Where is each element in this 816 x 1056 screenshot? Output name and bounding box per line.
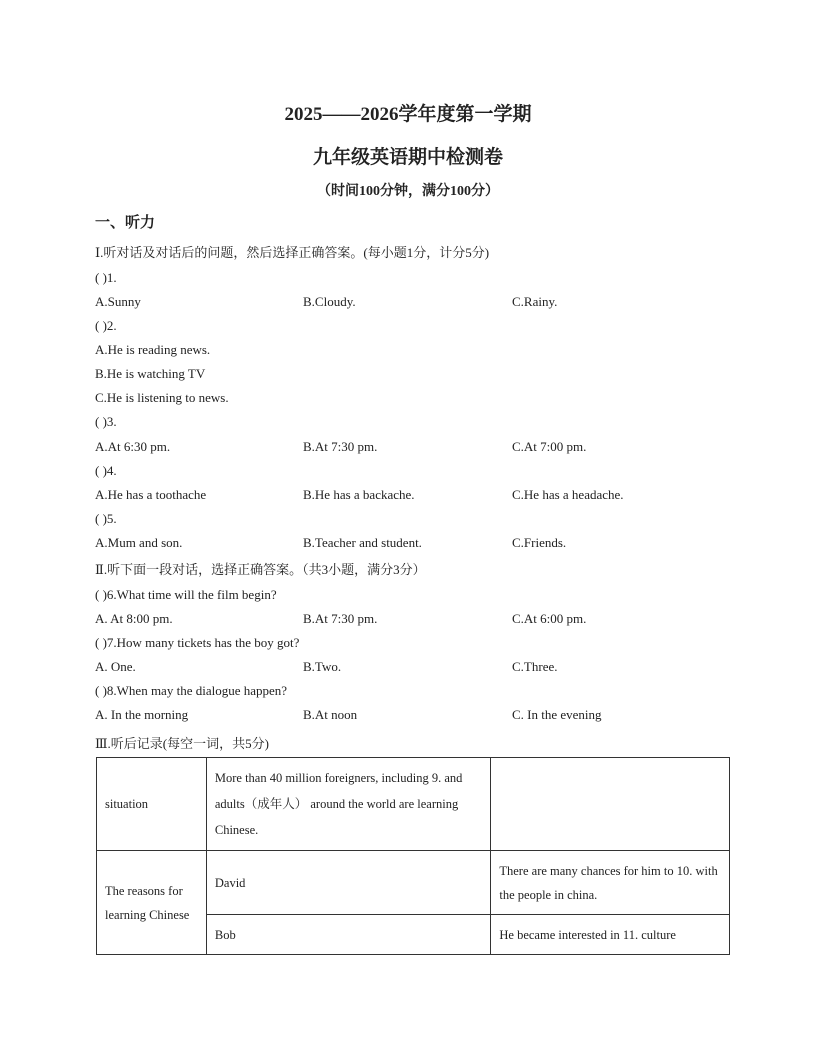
exam-year-title: 2025——2026学年度第一学期 — [284, 104, 532, 125]
exam-subject-title: 九年级英语期中检测卷 — [312, 147, 503, 168]
option-a: A. At 8:00 pm. — [95, 611, 173, 626]
option-a: A. One. — [95, 659, 136, 674]
option-c: C.He has a headache. — [512, 487, 624, 502]
option-b: B.At 7:30 pm. — [303, 611, 378, 626]
option-c: C. In the evening — [512, 707, 602, 722]
part2-instruction: Ⅱ.听下面一段对话，选择正确答案。（共3小题，满分3分） — [95, 562, 426, 577]
option-a: A.At 6:30 pm. — [95, 439, 171, 454]
question-stem: ( )1. — [95, 270, 117, 285]
option-b: B.At noon — [303, 707, 358, 722]
reason-text: There are many chances for him to 10. with the people in china. — [491, 851, 730, 915]
option-a: A.Sunny — [95, 294, 141, 309]
exam-time-score: （时间100分钟，满分100分） — [317, 184, 499, 199]
question-stem: ( )2. — [95, 318, 117, 333]
option-c: C.Rainy. — [512, 294, 558, 309]
question-stem: ( )6.What time will the film begin? — [95, 587, 277, 602]
option-b: B.He has a backache. — [303, 487, 415, 502]
question-stem: ( )7.How many tickets has the boy got? — [95, 635, 300, 650]
question-stem: ( )4. — [95, 463, 117, 478]
option-b: B.At 7:30 pm. — [303, 439, 378, 454]
table-row — [97, 758, 730, 851]
option-c: C.Three. — [512, 659, 558, 674]
reason-text: He became interested in 11. culture — [491, 915, 730, 955]
option-c: C.He is listening to news. — [95, 390, 229, 405]
option-b: B.Cloudy. — [303, 294, 356, 309]
note-taking-table — [96, 757, 730, 955]
option-c: C.Friends. — [512, 535, 567, 550]
person-name: David — [206, 851, 491, 915]
section-listening-title: 一、听力 — [95, 215, 156, 231]
option-b: B.Two. — [303, 659, 342, 674]
option-a: A. In the morning — [95, 707, 189, 722]
situation-text: More than 40 million foreigners, including 9. and adults（成年人） around the world are learning Chinese. — [206, 758, 491, 851]
person-name: Bob — [206, 915, 491, 955]
question-stem: ( )8.When may the dialogue happen? — [95, 683, 288, 698]
option-a: A.Mum and son. — [95, 535, 183, 550]
question-stem: ( )3. — [95, 414, 117, 429]
option-b: B.He is watching TV — [95, 366, 206, 381]
option-c: C.At 6:00 pm. — [512, 611, 587, 626]
option-c: C.At 7:00 pm. — [512, 439, 587, 454]
part3-instruction: Ⅲ.听后记录(每空一词，共5分) — [95, 736, 269, 751]
blank-cell — [491, 758, 730, 851]
option-b: B.Teacher and student. — [303, 535, 422, 550]
part1-instruction: Ⅰ.听对话及对话后的问题，然后选择正确答案。(每小题1分，计分5分) — [95, 245, 490, 260]
situation-label: situation — [97, 758, 207, 851]
option-a: A.He is reading news. — [95, 342, 211, 357]
question-stem: ( )5. — [95, 511, 117, 526]
option-a: A.He has a toothache — [95, 487, 207, 502]
reasons-label: The reasons for learning Chinese — [97, 851, 207, 955]
table-row — [97, 851, 730, 915]
